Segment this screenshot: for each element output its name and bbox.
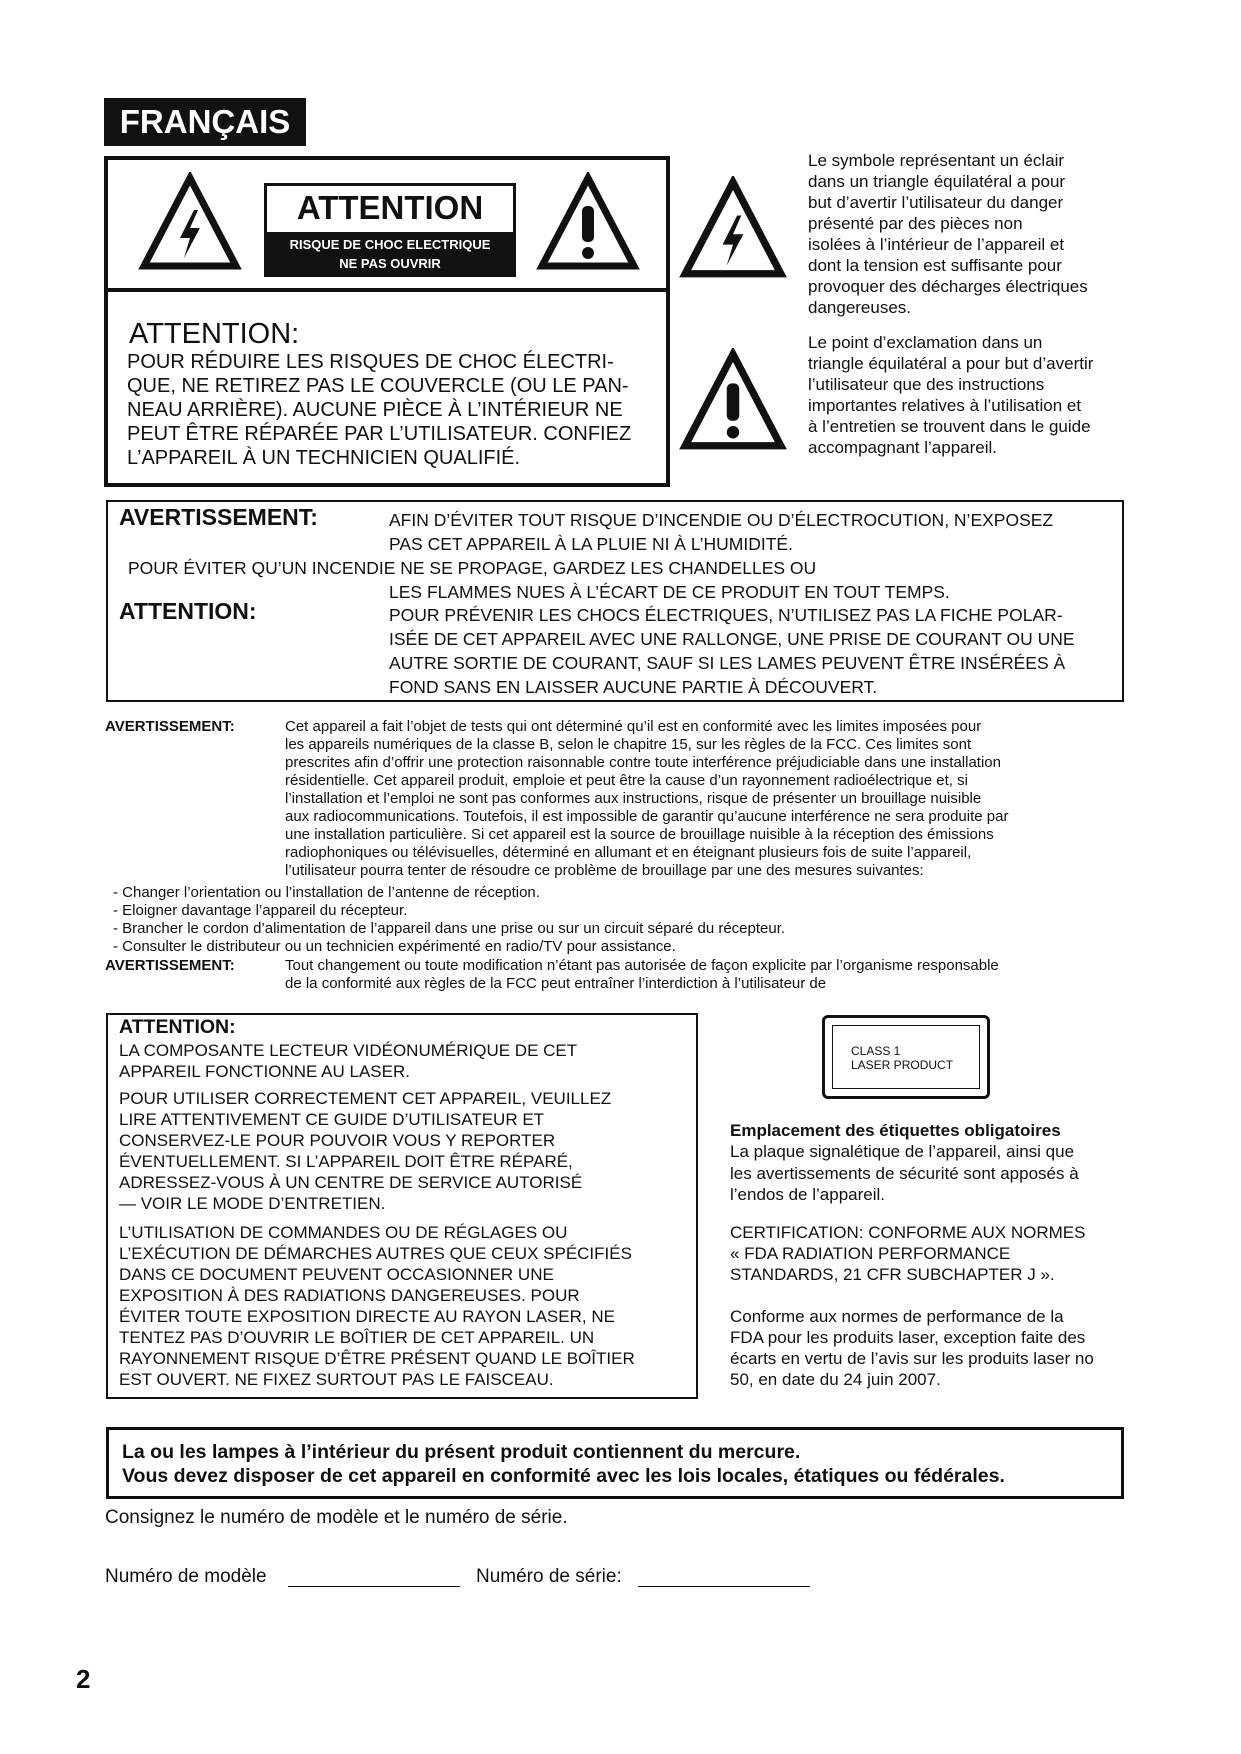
fcc-line: l’utilisateur pourra tenter de résoudre ce problème de brouillage par une des mesures suivantes:: [285, 862, 924, 879]
certification-line: CERTIFICATION: CONFORME AUX NORMES: [730, 1223, 1086, 1242]
laser-line: ÉVITER TOUTE EXPOSITION DIRECTE AU RAYON LASER, NE: [119, 1307, 615, 1326]
description-line: l’utilisateur que des instructions: [808, 375, 1045, 394]
mercury-notice-box: [106, 1427, 1124, 1499]
labels-location-heading: Emplacement des étiquettes obligatoires: [730, 1121, 1061, 1140]
lightning-triangle-icon: [138, 172, 242, 272]
serial-number-field[interactable]: [638, 1586, 810, 1587]
record-instruction: Consignez le numéro de modèle et le numéro de série.: [105, 1507, 568, 1528]
mercury-line: La ou les lampes à l’intérieur du présent produit contiennent du mercure.: [122, 1441, 801, 1463]
laser-line: APPAREIL FONCTIONNE AU LASER.: [119, 1062, 410, 1081]
laser-line: LIRE ATTENTIVEMENT CE GUIDE D’UTILISATEUR ET: [119, 1110, 545, 1129]
attention-heading: ATTENTION:: [129, 318, 300, 350]
lightning-symbol-icon: [678, 176, 788, 280]
laser-line: EST OUVERT. NE FIXEZ SURTOUT PAS LE FAISCEAU.: [119, 1370, 554, 1389]
fcc-label: AVERTISSEMENT:: [105, 718, 235, 735]
list-item: - Eloigner davantage l’appareil du récepteur.: [113, 902, 408, 919]
model-number-label: Numéro de modèle: [105, 1566, 267, 1587]
description-line: dangereuses.: [808, 298, 912, 317]
shock-risk-text: RISQUE DE CHOC ELECTRIQUE: [289, 237, 491, 252]
polar-plug-line: ISÉE DE CET APPAREIL AVEC UNE RALLONGE, UNE PRISE DE COURANT OU UNE: [389, 629, 1075, 649]
class-label-line: LASER PRODUCT: [851, 1058, 954, 1072]
description-line: importantes relatives à l’utilisation et: [808, 396, 1082, 415]
laser-line: ÉVENTUELLEMENT. SI L’APPAREIL DOIT ÊTRE RÉPARÉ,: [119, 1152, 573, 1171]
laser-line: LA COMPOSANTE LECTEUR VIDÉONUMÉRIQUE DE CET: [119, 1041, 578, 1060]
fcc-line: Tout changement ou toute modification n’étant pas autorisée de façon explicite par l’organisme responsable: [285, 957, 999, 974]
laser-line: RAYONNEMENT RISQUE D’ÊTRE PRÉSENT QUAND LE BOÎTIER: [119, 1349, 635, 1368]
fcc-line: radiophoniques ou télévisuelles, déterminé en allumant et en éteignant plusieurs fois de suite l’appareil,: [285, 844, 972, 861]
attention-label-caption: [267, 232, 513, 274]
fcc-measures-list: [113, 884, 785, 956]
certification-text: [730, 1222, 1122, 1285]
model-number-field[interactable]: [288, 1586, 460, 1587]
fcc-line: résidentielle. Cet appareil produit, emploie et peut être la cause d’un rayonnement radioélectrique et, si: [285, 772, 968, 789]
laser-line: ADRESSEZ-VOUS À UN CENTRE DE SERVICE AUTORISÉ: [119, 1173, 583, 1192]
fcc-line: Cet appareil a fait l’objet de tests qui ont déterminé qu’il est en conformité avec les limites imposées pour: [285, 718, 982, 735]
description-line: provoquer des décharges électriques: [808, 277, 1088, 296]
laser-line: DANS CE DOCUMENT PEUVENT OCCASIONNER UNE: [119, 1265, 554, 1284]
labels-location-text: [730, 1141, 1122, 1206]
description-line: triangle équilatéral a pour but d’avertir: [808, 354, 1094, 373]
fcc-line: les appareils numériques de la classe B, selon le chapitre 15, sur les règles de la FCC. Ces limites sont: [285, 736, 972, 753]
conformance-line: Conforme aux normes de performance de la: [730, 1307, 1064, 1326]
laser-line: L’EXÉCUTION DE DÉMARCHES AUTRES QUE CEUX SPÉCIFIÉS: [119, 1244, 632, 1263]
polar-plug-text: [389, 603, 1075, 699]
fcc-line: l’installation et l’emploi ne sont pas conformes aux instructions, risque de présenter un brouillage nuisible: [285, 790, 982, 807]
laser-line: EXPOSITION À DES RADIATIONS DANGEREUSES. POUR: [119, 1286, 580, 1305]
certification-line: « FDA RADIATION PERFORMANCE: [730, 1244, 1011, 1263]
avertissement-label: AVERTISSEMENT:: [119, 504, 318, 530]
exclamation-description: [808, 332, 1124, 458]
do-not-open-text: NE PAS OUVRIR: [339, 256, 441, 271]
laser-line: CONSERVEZ-LE POUR POUVOIR VOUS Y REPORTER: [119, 1131, 556, 1150]
laser-para-3: [119, 1222, 689, 1390]
serial-number-label: Numéro de série:: [476, 1566, 622, 1587]
description-line: Le point d’exclamation dans un: [808, 333, 1043, 352]
attention-line: NEAU ARRIÈRE). AUCUNE PIÈCE À L’INTÉRIEUR NE: [127, 399, 623, 421]
attention-label: [264, 183, 516, 277]
fcc-text-2: [285, 957, 1125, 993]
attention-line: L’APPAREIL À UN TECHNICIEN QUALIFIÉ.: [127, 447, 521, 469]
list-item: - Brancher le cordon d’alimentation de l’appareil dans une prise ou sur un circuit séparé du récepteur.: [113, 920, 786, 937]
polar-plug-line: AUTRE SORTIE DE COURANT, SAUF SI LES LAMES PEUVENT ÊTRE INSÉRÉES À: [389, 653, 1066, 673]
description-line: à l’entretien se trouvent dans le guide: [808, 417, 1091, 436]
conformance-line: 50, en date du 24 juin 2007.: [730, 1370, 941, 1389]
language-tab: FRANÇAIS: [104, 98, 306, 146]
conformance-line: FDA pour les produits laser, exception faite des: [730, 1328, 1086, 1347]
laser-line: TENTEZ PAS D’OUVRIR LE BOÎTIER DE CET APPAREIL. UN: [119, 1328, 595, 1347]
mercury-line: Vous devez disposer de cet appareil en conformité avec les lois locales, étatiques ou fédérales.: [122, 1465, 1005, 1487]
fcc-text: [285, 718, 1125, 880]
class-label-line: CLASS 1: [851, 1044, 901, 1058]
candle-warning-line1: POUR ÉVITER QU’UN INCENDIE NE SE PROPAGE, GARDEZ LES CHANDELLES OU: [128, 558, 817, 578]
description-line: isolées à l’intérieur de l’appareil et: [808, 235, 1065, 254]
description-line: accompagnant l’appareil.: [808, 438, 998, 457]
laser-attention-heading: ATTENTION:: [119, 1016, 236, 1038]
attention-line: QUE, NE RETIREZ PAS LE COUVERCLE (OU LE PAN-: [127, 375, 629, 397]
certification-line: STANDARDS, 21 CFR SUBCHAPTER J ».: [730, 1265, 1055, 1284]
exclamation-triangle-icon: [536, 172, 640, 272]
polar-plug-attention-label: ATTENTION:: [119, 598, 257, 624]
description-line: but d’avertir l’utilisateur du danger: [808, 193, 1064, 212]
fcc-label-2: AVERTISSEMENT:: [105, 957, 235, 974]
lightning-description: [808, 150, 1124, 318]
avertissement-line: AFIN D’ÉVITER TOUT RISQUE D’INCENDIE OU D’ÉLECTROCUTION, N’EXPOSEZ: [389, 510, 1054, 530]
avertissement-line: PAS CET APPAREIL À LA PLUIE NI À L’HUMIDITÉ.: [389, 534, 793, 554]
laser-line: L’UTILISATION DE COMMANDES OU DE RÉGLAGES OU: [119, 1223, 568, 1242]
laser-para-2: [119, 1088, 689, 1214]
attention-body: [127, 350, 657, 470]
attention-line: PEUT ÊTRE RÉPARÉE PAR L’UTILISATEUR. CONFIEZ: [127, 423, 632, 445]
class-label-inner: [832, 1025, 980, 1089]
attention-line: POUR RÉDUIRE LES RISQUES DE CHOC ÉLECTRI-: [127, 351, 614, 373]
candle-warning-line2: LES FLAMMES NUES À L’ÉCART DE CE PRODUIT EN TOUT TEMPS.: [389, 582, 950, 602]
fcc-line: de la conformité aux règles de la FCC peut entraîner l’interdiction à l’utilisateur de: [285, 975, 827, 992]
laser-para-1: [119, 1040, 689, 1082]
description-line: Le symbole représentant un éclair: [808, 151, 1065, 170]
polar-plug-line: POUR PRÉVENIR LES CHOCS ÉLECTRIQUES, N’UTILISEZ PAS LA FICHE POLAR-: [389, 605, 1063, 625]
conformance-line: écarts en vertu de l’avis sur les produits laser no: [730, 1349, 1094, 1368]
class-1-laser-label: [822, 1015, 990, 1099]
labels-line: l’endos de l’appareil.: [730, 1185, 885, 1204]
description-line: présenté par des pièces non: [808, 214, 1023, 233]
labels-line: les avertissements de sécurité sont apposés à: [730, 1163, 1079, 1183]
page-number: 2: [76, 1664, 91, 1694]
attention-label-title: ATTENTION: [296, 189, 484, 226]
exclamation-symbol-icon: [678, 348, 788, 452]
avertissement-text: [389, 508, 1053, 556]
description-line: dans un triangle équilatéral a pour: [808, 172, 1066, 191]
labels-line: La plaque signalétique de l’appareil, ainsi que: [730, 1142, 1075, 1161]
list-item: - Consulter le distributeur ou un technicien expérimenté en radio/TV pour assistance.: [113, 938, 676, 955]
fcc-line: aux radiocommunications. Toutefois, il est impossible de garantir qu’aucune interférence ne sera produite par: [285, 808, 1009, 825]
fcc-line: une installation particulière. Si cet appareil est la source de brouillage nuisible à la réception des émissions: [285, 826, 994, 843]
fcc-line: prescrites afin d’offrir une protection raisonnable contre toute interférence préjudiciable dans une installation: [285, 754, 1001, 771]
laser-line: — VOIR LE MODE D’ENTRETIEN.: [119, 1194, 386, 1213]
polar-plug-line: FOND SANS EN LAISSER AUCUNE PARTIE À DÉCOUVERT.: [389, 677, 878, 697]
list-item: - Changer l’orientation ou l’installation de l’antenne de réception.: [113, 884, 540, 901]
description-line: dont la tension est suffisante pour: [808, 256, 1062, 275]
laser-line: POUR UTILISER CORRECTEMENT CET APPAREIL, VEUILLEZ: [119, 1089, 612, 1108]
fda-conformance-text: [730, 1306, 1122, 1390]
